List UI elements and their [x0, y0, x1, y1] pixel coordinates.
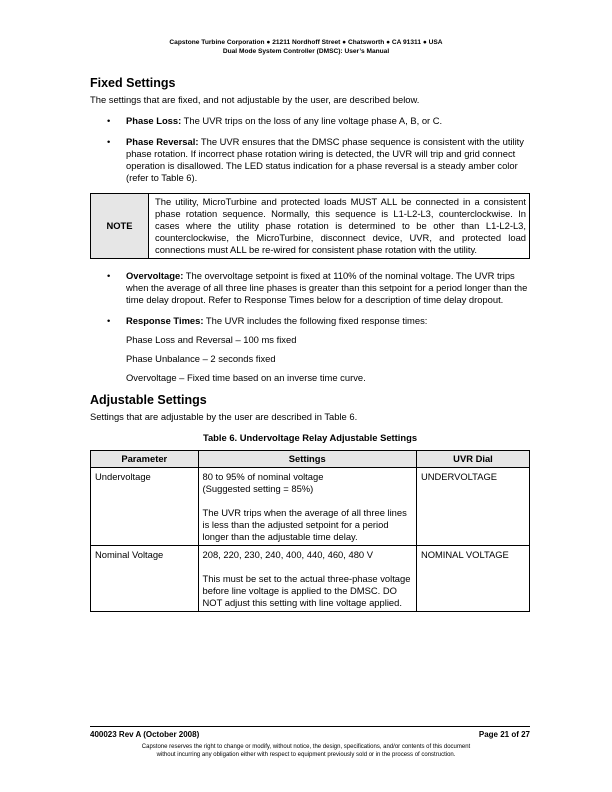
- bullet-response-times: [90, 315, 530, 384]
- disclaimer-line-2: without incurring any obligation either with respect to equipment previously sold or in the process of construction.: [156, 752, 456, 758]
- cell-uvr-dial: UNDERVOLTAGE: [416, 468, 529, 546]
- cell-spacer: [203, 561, 412, 573]
- table-title: Table 6. Undervoltage Relay Adjustable Settings: [202, 432, 418, 443]
- fixed-bullet-list: [90, 115, 530, 184]
- column-header-uvr-dial: UVR Dial: [416, 451, 529, 468]
- fixed-settings-heading: Fixed Settings: [90, 76, 176, 90]
- setting-detail: This must be set to the actual three-phase voltage before line voltage is applied to the DMSC. DO NOT adjust this setting with line voltage applied.: [202, 573, 411, 608]
- setting-detail: The UVR trips when the average of all three lines is less than the adjusted setpoint for a period longer than the adjustable time delay.: [202, 507, 407, 542]
- setting-range: 80 to 95% of nominal voltage: [202, 471, 324, 482]
- note-box: [90, 193, 530, 259]
- bullet-phase-loss: [90, 115, 530, 127]
- page-content: [90, 76, 530, 612]
- note-label: NOTE: [91, 194, 149, 259]
- bullet-term: Overvoltage:: [126, 270, 184, 281]
- cell-uvr-dial: NOMINAL VOLTAGE: [416, 546, 529, 612]
- footer-page-number: Page 21 of 27: [478, 730, 530, 739]
- cell-settings: [198, 546, 416, 612]
- bullet-text: The UVR includes the following fixed response times:: [203, 315, 428, 326]
- header-company-line: Capstone Turbine Corporation ● 21211 Nordhoff Street ● Chatsworth ● CA 91311 ● USA: [169, 39, 443, 46]
- settings-table: [90, 450, 530, 612]
- footer-divider: [90, 726, 530, 727]
- bullet-dot-icon: •: [107, 315, 111, 326]
- bullet-dot-icon: •: [107, 115, 111, 126]
- cell-parameter: Undervoltage: [91, 468, 199, 546]
- bullet-term: Phase Reversal:: [126, 136, 199, 147]
- table-header-row: [91, 451, 530, 468]
- setting-range: 208, 220, 230, 240, 400, 440, 460, 480 V: [202, 549, 373, 560]
- table-row: [91, 468, 530, 546]
- fixed-settings-intro: The settings that are fixed, and not adjustable by the user, are described below.: [90, 94, 420, 105]
- bullet-dot-icon: •: [107, 270, 111, 281]
- response-time-phase-unbalance: Phase Unbalance – 2 seconds fixed: [126, 353, 276, 364]
- footer-document-number: 400023 Rev A (October 2008): [90, 730, 200, 739]
- response-time-phase-loss: Phase Loss and Reversal – 100 ms fixed: [126, 334, 297, 345]
- setting-suggested: (Suggested setting = 85%): [202, 483, 314, 494]
- bullet-dot-icon: •: [107, 136, 111, 147]
- header-manual-title: Dual Mode System Controller (DMSC): User’s Manual: [222, 48, 390, 55]
- column-header-parameter: Parameter: [91, 451, 199, 468]
- note-text: The utility, MicroTurbine and protected loads MUST ALL be connected in a consistent phase rotation sequence. Normally, this sequence is L1-L2-L3, counterclockwise. In cases where the utility phase rotation is determined to be other than L1-L2-L3, counterclockwise, the MicroTurbine, disconnect device, UVR, and protected load connections must ALL be re-wired for consistent phase rotation with the utility.: [149, 194, 530, 259]
- cell-spacer: [203, 495, 412, 507]
- bullet-text: The UVR trips on the loss of any line voltage phase A, B, or C.: [181, 115, 443, 126]
- bullet-text: The overvoltage setpoint is fixed at 110% of the nominal voltage. The UVR trips when the average of all three line phases is greater than this setpoint for a period longer than the time delay dropout. Refer to Response Times below for a description of time delay dropout.: [126, 270, 528, 305]
- bullet-phase-reversal: [90, 136, 530, 184]
- page-header: [0, 38, 612, 56]
- cell-parameter: Nominal Voltage: [91, 546, 199, 612]
- cell-settings: [198, 468, 416, 546]
- bullet-term: Response Times:: [126, 315, 204, 326]
- response-time-overvoltage: Overvoltage – Fixed time based on an inverse time curve.: [126, 372, 366, 383]
- bullet-overvoltage: [90, 270, 530, 306]
- adjustable-settings-intro: Settings that are adjustable by the user are described in Table 6.: [90, 411, 358, 422]
- table-row: [91, 546, 530, 612]
- bullet-text: The UVR ensures that the DMSC phase sequence is consistent with the utility phase rotation. If incorrect phase rotation wiring is detected, the UVR will trip and grid connect operation is disallowed. The LED status indication for a phase reversal is a steady amber color (refer to Table 6).: [126, 136, 524, 183]
- bullet-term: Phase Loss:: [126, 115, 182, 126]
- column-header-settings: Settings: [198, 451, 416, 468]
- footer-disclaimer: [0, 743, 612, 759]
- fixed-bullet-list-2: [90, 270, 530, 384]
- adjustable-settings-heading: Adjustable Settings: [90, 393, 207, 407]
- disclaimer-line-1: Capstone reserves the right to change or modify, without notice, the design, specifications, and/or contents of this document: [141, 744, 471, 750]
